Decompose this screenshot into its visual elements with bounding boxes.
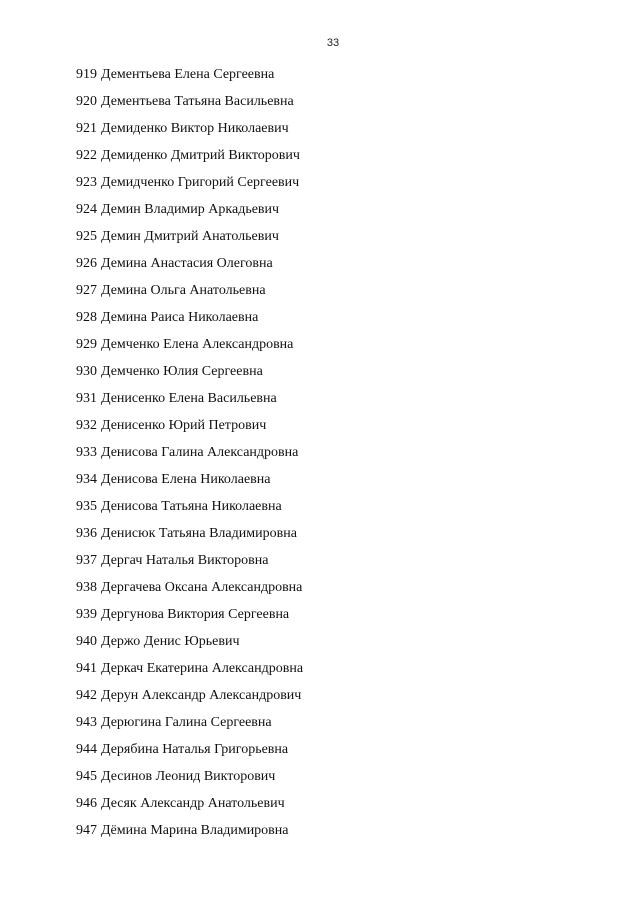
entry-name: Дерябина Наталья Григорьевна — [101, 742, 289, 757]
entry-number: 926 — [76, 256, 97, 271]
list-item — [76, 417, 303, 444]
entry-name: Демина Ольга Анатольевна — [101, 283, 266, 298]
list-item — [76, 714, 303, 741]
entry-number: 931 — [76, 391, 97, 406]
list-item — [76, 471, 303, 498]
list-item — [76, 525, 303, 552]
entry-number: 923 — [76, 175, 97, 190]
entry-number: 945 — [76, 769, 97, 784]
entry-number: 929 — [76, 337, 97, 352]
entry-name: Денисюк Татьяна Владимировна — [101, 526, 297, 541]
entry-number: 935 — [76, 499, 97, 514]
list-item — [76, 147, 303, 174]
list-item — [76, 309, 303, 336]
list-item — [76, 606, 303, 633]
entry-name: Дергунова Виктория Сергеевна — [101, 607, 290, 622]
entry-number: 919 — [76, 67, 97, 82]
entry-number: 932 — [76, 418, 97, 433]
list-item — [76, 444, 303, 471]
list-item — [76, 363, 303, 390]
entry-name: Дерюгина Галина Сергеевна — [101, 715, 272, 730]
entry-name: Дементьева Татьяна Васильевна — [101, 94, 294, 109]
page-number: 33 — [326, 37, 340, 49]
entry-number: 941 — [76, 661, 97, 676]
entry-number: 920 — [76, 94, 97, 109]
entry-number: 921 — [76, 121, 97, 136]
entry-number: 939 — [76, 607, 97, 622]
list-item — [76, 660, 303, 687]
list-item — [76, 579, 303, 606]
entry-name: Денисова Татьяна Николаевна — [101, 499, 282, 514]
entry-number: 933 — [76, 445, 97, 460]
list-item — [76, 228, 303, 255]
entry-name: Держо Денис Юрьевич — [101, 634, 240, 649]
entry-name: Демина Раиса Николаевна — [101, 310, 259, 325]
entry-number: 930 — [76, 364, 97, 379]
entry-number: 937 — [76, 553, 97, 568]
list-item — [76, 552, 303, 579]
entry-number: 934 — [76, 472, 97, 487]
list-item — [76, 741, 303, 768]
entry-number: 942 — [76, 688, 97, 703]
entry-number: 947 — [76, 823, 97, 838]
list-item — [76, 255, 303, 282]
list-item — [76, 498, 303, 525]
entry-name: Дергачева Оксана Александровна — [101, 580, 303, 595]
name-list — [76, 66, 303, 849]
list-item — [76, 66, 303, 93]
list-item — [76, 390, 303, 417]
entry-name: Дергач Наталья Викторовна — [101, 553, 269, 568]
entry-number: 925 — [76, 229, 97, 244]
entry-name: Демченко Елена Александровна — [101, 337, 294, 352]
entry-name: Дементьева Елена Сергеевна — [101, 67, 275, 82]
list-item — [76, 336, 303, 363]
list-item — [76, 120, 303, 147]
entry-name: Демидченко Григорий Сергеевич — [101, 175, 300, 190]
entry-name: Демиденко Дмитрий Викторович — [101, 148, 300, 163]
list-item — [76, 201, 303, 228]
list-item — [76, 768, 303, 795]
entry-number: 940 — [76, 634, 97, 649]
entry-number: 936 — [76, 526, 97, 541]
list-item — [76, 687, 303, 714]
entry-name: Дерун Александр Александрович — [101, 688, 302, 703]
entry-number: 924 — [76, 202, 97, 217]
entry-number: 944 — [76, 742, 97, 757]
entry-name: Денисенко Юрий Петрович — [101, 418, 267, 433]
entry-number: 943 — [76, 715, 97, 730]
entry-name: Десяк Александр Анатольевич — [101, 796, 285, 811]
entry-name: Демин Владимир Аркадьевич — [101, 202, 280, 217]
entry-name: Денисенко Елена Васильевна — [101, 391, 277, 406]
list-item — [76, 174, 303, 201]
entry-name: Денисова Галина Александровна — [101, 445, 299, 460]
entry-name: Демченко Юлия Сергеевна — [101, 364, 263, 379]
list-item — [76, 93, 303, 120]
list-item — [76, 795, 303, 822]
list-item — [76, 822, 303, 849]
entry-number: 927 — [76, 283, 97, 298]
entry-number: 928 — [76, 310, 97, 325]
entry-number: 946 — [76, 796, 97, 811]
entry-name: Десинов Леонид Викторович — [101, 769, 276, 784]
entry-number: 938 — [76, 580, 97, 595]
entry-number: 922 — [76, 148, 97, 163]
list-item — [76, 282, 303, 309]
entry-name: Демиденко Виктор Николаевич — [101, 121, 289, 136]
entry-name: Дёмина Марина Владимировна — [101, 823, 289, 838]
entry-name: Демин Дмитрий Анатольевич — [101, 229, 279, 244]
entry-name: Демина Анастасия Олеговна — [101, 256, 273, 271]
entry-name: Денисова Елена Николаевна — [101, 472, 271, 487]
list-item — [76, 633, 303, 660]
entry-name: Деркач Екатерина Александровна — [101, 661, 304, 676]
